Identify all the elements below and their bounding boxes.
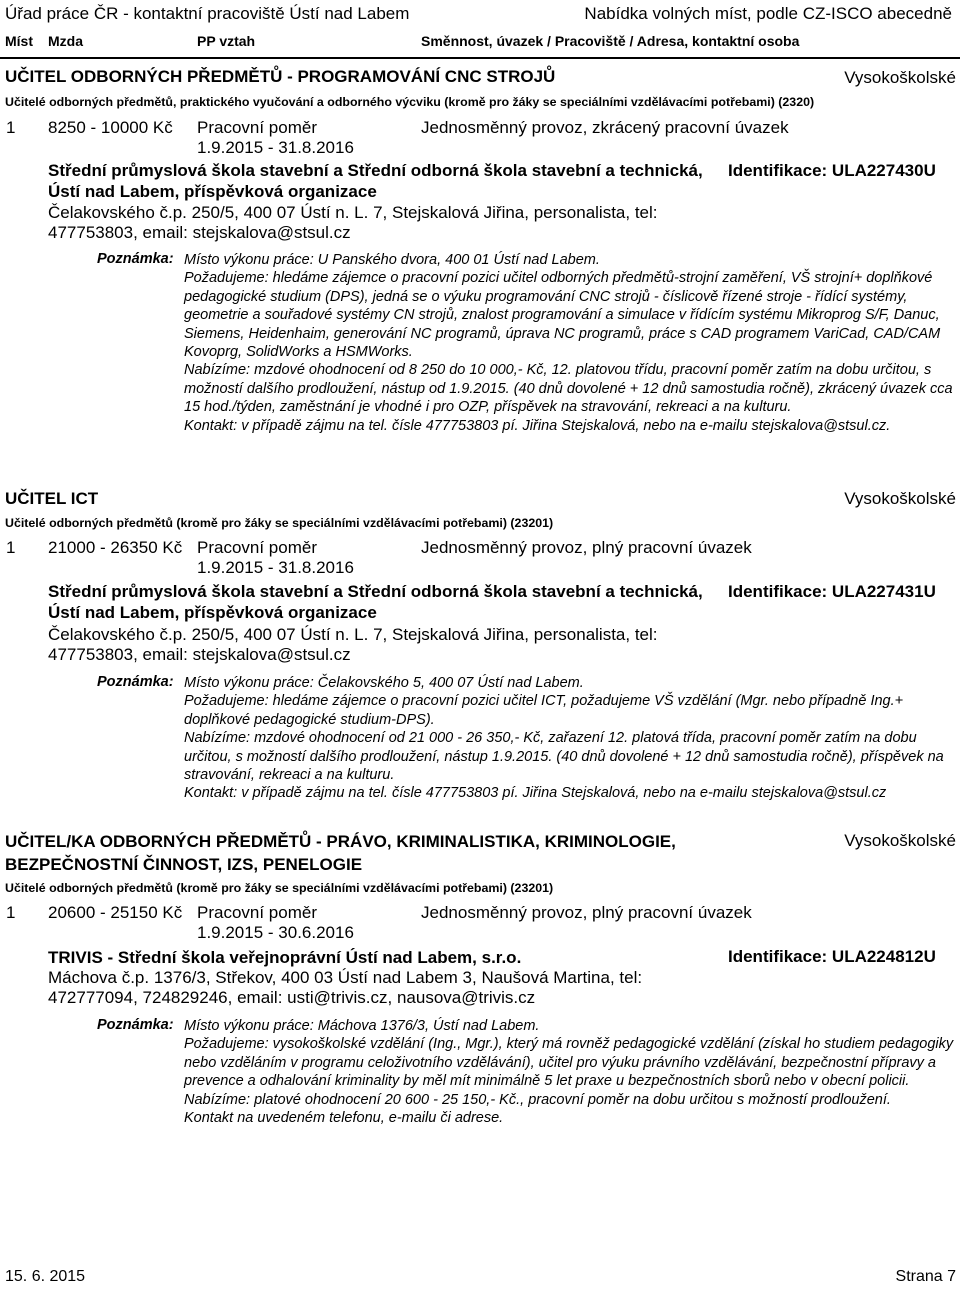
note-requirements: Požadujeme: vysokoškolské vzdělání (Ing., Mgr.), který má rovněž pedagogické vzdělání (získal ho studiem pedagogiky nebo vzděláním v programu celoživotního vzdělávání), učitel pro výuku právního vzdělávání, bezpečnostní přípravy a prevence a odhalování kriminality by měl mít minimálně 5 let praxe u bezpečnostních sborů nebo v obecní policii. <box>184 1036 954 1090</box>
employer-name: Střední průmyslová škola stavební a Střední odborná škola stavební a technická, Ústí nad Labem, příspěvková organizace <box>48 582 703 622</box>
shift-type: Jednosměnný provoz, zkrácený pracovní úvazek <box>421 118 789 137</box>
education-level: Vysokoškolské <box>844 489 956 508</box>
salary: 20600 - 25150 Kč <box>48 903 183 922</box>
job-identifier: Identifikace: ULA227430U <box>728 161 936 180</box>
note-offer: Nabízíme: mzdové ohodnocení od 8 250 do 10 000,- Kč, 12. platovou třídu, pracovní poměr zatím na dobu určitou, s možností dalšího prodloužení, nástup od 1.9.2015. (40 dnů dovolené + 12 dnů samostudia ročně), zkrácený úvazek cca 15 hod./týden, zaměstnání je vhodné i pro OZP, příspěvek na stravování, rekreaci a na kulturu. <box>184 362 953 416</box>
note-requirements: Požadujeme: hledáme zájemce o pracovní pozici učitel ICT, požadujeme VŠ vzdělání (Mgr. nebo případně Ing.+ doplňkové pedagogické studium-DPS). <box>184 693 904 728</box>
salary: 21000 - 26350 Kč <box>48 538 183 557</box>
note-label: Poznámka: <box>97 251 174 267</box>
employment-relation: Pracovní poměr <box>197 118 317 137</box>
column-header-mzda: Mzda <box>48 33 83 49</box>
position-count: 1 <box>6 118 16 137</box>
note-contact: Kontakt na uvedeném telefonu, e-mailu či adrese. <box>184 1110 504 1127</box>
note-label: Poznámka: <box>97 674 174 690</box>
job-identifier: Identifikace: ULA224812U <box>728 947 936 966</box>
job-category: Učitelé odborných předmětů, praktického vyučování a odborného výcviku (kromě pro žáky se speciálními vzdělávacími potřebami) (2320) <box>5 95 815 109</box>
position-count: 1 <box>6 903 16 922</box>
employer-address: Čelakovského č.p. 250/5, 400 07 Ústí n. L. 7, Stejskalová Jiřina, personalista, tel: 477753803, email: stejskalova@stsul.cz <box>48 625 658 664</box>
employment-relation: Pracovní poměr <box>197 538 317 557</box>
employment-dates: 1.9.2015 - 31.8.2016 <box>197 558 354 577</box>
column-header-details: Směnnost, úvazek / Pracoviště / Adresa, kontaktní osoba <box>421 33 800 49</box>
job-category: Učitelé odborných předmětů (kromě pro žáky se speciálními vzdělávacími potřebami) (23201) <box>5 881 554 895</box>
page-number: Strana 7 <box>895 1268 956 1285</box>
employment-dates: 1.9.2015 - 31.8.2016 <box>197 138 354 157</box>
job-title: UČITEL ICT <box>5 489 99 508</box>
note-contact: Kontakt: v případě zájmu na tel. čísle 477753803 pí. Jiřina Stejskalová, nebo na e-mailu stejskalova@stsul.cz. <box>184 417 891 434</box>
header-divider <box>0 57 960 59</box>
job-title: UČITEL ODBORNÝCH PŘEDMĚTŮ - PROGRAMOVÁNÍ CNC STROJŮ <box>5 67 556 86</box>
job-title: UČITEL/KA ODBORNÝCH PŘEDMĚTŮ - PRÁVO, KRIMINALISTIKA, KRIMINOLOGIE, BEZPEČNOSTNÍ ČINNOST, IZS, PENELOGIE <box>5 832 676 874</box>
note-body <box>184 674 954 803</box>
note-offer: Nabízíme: platové ohodnocení 20 600 - 25 150,- Kč., pracovní poměr na dobu určitou s možností prodloužení. <box>184 1091 891 1108</box>
note-body <box>184 251 954 435</box>
education-level: Vysokoškolské <box>844 831 956 850</box>
note-workplace: Místo výkonu práce: Čelakovského 5, 400 07 Ústí nad Labem. <box>184 675 584 691</box>
note-offer: Nabízíme: mzdové ohodnocení od 21 000 - 26 350,- Kč, zařazení 12. platová třída, pracovní poměr zatím na dobu určitou, s možností dalšího prodloužení, nástup 1.9.2015. (40 dnů dovolené + 12 dnů samostudia ročně), příspěvek na stravování, rekreaci a na kulturu. <box>184 730 944 784</box>
note-contact: Kontakt: v případě zájmu na tel. čísle 477753803 pí. Jiřina Stejskalová, nebo na e-mailu stejskalova@stsul.cz <box>184 785 887 802</box>
position-count: 1 <box>6 538 16 557</box>
note-requirements: Požadujeme: hledáme zájemce o pracovní pozici učitel odborných předmětů-strojní zaměření, VŠ strojní+ doplňkové pedagogické studium (DPS), jedná se o výuku programování CNC strojů - číslicově řízené stroje - řídící systémy, geometrie a souřadové systémy CN strojů, znalost programování a simulace v řídícím systému Mikroprog S/F, Danuc, Siemens, Heidenhaim, generování NC programů, úprava NC programů, práce s CAD programem VariCad, CAD/CAM Kovoprg, SolidWorks a HSMWorks. <box>184 270 941 361</box>
column-header-mist: Míst <box>5 33 33 49</box>
education-level: Vysokoškolské <box>844 68 956 87</box>
note-workplace: Místo výkonu práce: Máchova 1376/3, Ústí nad Labem. <box>184 1018 540 1034</box>
note-workplace: Místo výkonu práce: U Panského dvora, 400 01 Ústí nad Labem. <box>184 252 600 268</box>
document-subtitle: Nabídka volných míst, podle CZ-ISCO abecedně <box>584 4 952 23</box>
job-identifier: Identifikace: ULA227431U <box>728 582 936 601</box>
employment-dates: 1.9.2015 - 30.6.2016 <box>197 923 354 942</box>
shift-type: Jednosměnný provoz, plný pracovní úvazek <box>421 903 752 922</box>
column-header-pp: PP vztah <box>197 33 256 49</box>
shift-type: Jednosměnný provoz, plný pracovní úvazek <box>421 538 752 557</box>
note-label: Poznámka: <box>97 1017 174 1033</box>
employer-address: Čelakovského č.p. 250/5, 400 07 Ústí n. L. 7, Stejskalová Jiřina, personalista, tel: 477753803, email: stejskalova@stsul.cz <box>48 203 658 242</box>
employment-relation: Pracovní poměr <box>197 903 317 922</box>
document-title: Úřad práce ČR - kontaktní pracoviště Ústí nad Labem <box>5 4 410 23</box>
employer-address: Máchova č.p. 1376/3, Střekov, 400 03 Ústí nad Labem 3, Naušová Martina, tel: 472777094, 724829246, email: usti@trivis.cz, nausova@trivis.cz <box>48 968 643 1007</box>
footer-date: 15. 6. 2015 <box>5 1268 86 1285</box>
salary: 8250 - 10000 Kč <box>48 118 173 137</box>
employer-name: TRIVIS - Střední škola veřejnoprávní Ústí nad Labem, s.r.o. <box>48 948 522 967</box>
job-category: Učitelé odborných předmětů (kromě pro žáky se speciálními vzdělávacími potřebami) (23201) <box>5 516 554 530</box>
note-body <box>184 1017 954 1127</box>
employer-name: Střední průmyslová škola stavební a Střední odborná škola stavební a technická, Ústí nad Labem, příspěvková organizace <box>48 161 703 201</box>
